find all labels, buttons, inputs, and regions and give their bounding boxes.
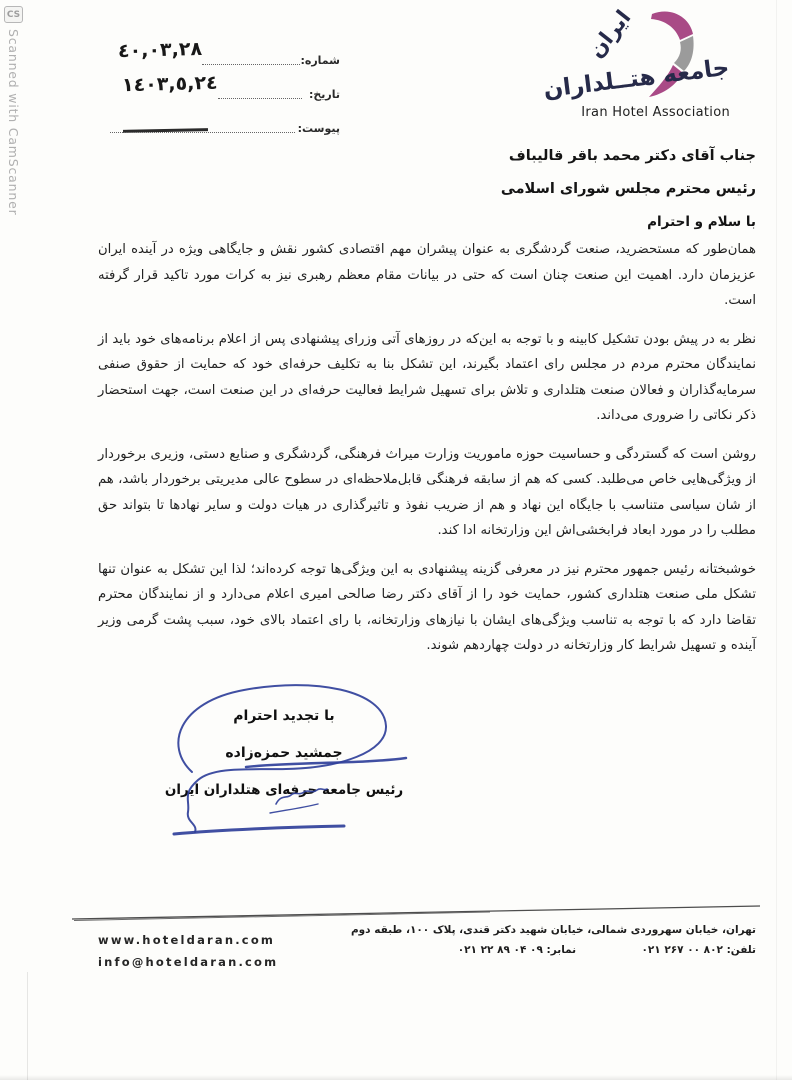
letter-meta-fields — [55, 37, 340, 144]
paragraph-1: همان‌طور که مستحضرید، صنعت گردشگری به عنوان پیشران مهم اقتصادی کشور نقش و جایگاهی ویژه در آینده ایران عزیزمان دارد. اهمیت این صنعت چنان است که حتی در بیانات مقام معظم رهبری نیز به کرات مورد تاکید قرار گرفته است. — [98, 242, 756, 308]
footer-website: www.hoteldaran.com — [98, 933, 276, 947]
field-date-label: تاریخ: — [308, 88, 340, 101]
association-logo — [542, 5, 764, 126]
dotted-line — [202, 64, 300, 65]
signatory-name: جمشید حمزه‌زاده — [225, 745, 343, 761]
field-number-label: شماره: — [300, 54, 340, 67]
field-attachment-label: پیوست: — [297, 122, 340, 135]
recipient-title: رئیس محترم مجلس شورای اسلامی — [500, 181, 756, 197]
field-attachment — [55, 110, 340, 144]
footer-email: info@hoteldaran.com — [98, 955, 279, 969]
letter-number-handwritten — [118, 38, 203, 62]
letter-date-value: ١٤٠٣,٥,٢٤ — [122, 71, 219, 97]
field-number — [55, 37, 340, 76]
footer-contact-en — [98, 929, 278, 973]
salutation: با سلام و احترام — [647, 214, 756, 230]
paragraph-2: نظر به در پیش بودن تشکیل کابینه و با توجه به این‌که در روزهای آتی وزرای پیشنهادی پس از اعلام برنامه‌های خود باید از نمایندگان محترم مردم در مجلس رای اعتماد بگیرند، این تشکل بنا به تکلیف حرفه‌ای خود که حمایت از حقوق صنفی سرمایه‌گذاران و فعالان صنعت هتلداری و تلاش برای تسهیل شرایط فعالیت حرفه‌ای در این صنعت است، جهت استحضار ذکر نکاتی را ضروری می‌داند. — [98, 331, 756, 423]
fax-number: ۰۲۱ ۲۲ ۸۹ ۰۴ ۰۹ — [457, 944, 543, 956]
letter-date-handwritten — [122, 72, 218, 96]
logo-calligraphy-iran: ایران — [583, 5, 636, 63]
camscanner-logo-badge: CS — [4, 6, 23, 23]
dotted-line — [110, 132, 295, 133]
signature-block — [158, 698, 410, 809]
signatory-title: رئیس جامعه حرفه‌ای هتلداران ایران — [164, 782, 404, 798]
footer-phone-fax — [351, 940, 756, 960]
camscanner-watermark-text: Scanned with CamScanner — [6, 29, 21, 216]
recipient-block — [501, 140, 756, 239]
scan-edge-right — [776, 0, 777, 1080]
letter-number-value: ٤٠,٠٣,٢٨ — [117, 37, 203, 63]
logo-calligraphy-main: جامعه هتــلداران — [542, 54, 731, 104]
camscanner-watermark — [4, 6, 28, 216]
scan-edge-left — [27, 972, 28, 1080]
paragraph-4: خوشبختانه رئیس جمهور محترم نیز در معرفی گزینه پیشنهادی به این ویژگی‌ها توجه کرده‌اند؛ لذا این تشکل به عنوان تنها تشکل ملی صنعت هتلداری کشور، حمایت خود را از آقای دکتر رضا صالحی امیری اعلام می‌دارد و از نمایندگان محترم تقاضا دارد که با توجه به تناسب ویژگی‌های ایشان با نیازهای وزارتخانه، با رای اعتماد بالای خود، سبب پشت گرمی وزیر آینده و تسهیل شرایط کار وزارتخانه در دولت چهاردهم شوند. — [98, 561, 756, 653]
logo-subtitle: Iran Hotel Association — [581, 105, 730, 120]
fax-label: نمابر: — [546, 944, 577, 956]
letter-body — [98, 237, 756, 672]
phone-number: ۰۲۱ ۲۶۷ ۰۰ ۸۰۲ — [641, 944, 723, 956]
footer-address: تهران، خیابان سهروردی شمالی، خیابان شهید دکتر قندی، پلاک ۱۰۰، طبقه دوم — [350, 924, 756, 936]
field-date — [55, 71, 340, 110]
paragraph-3: روشن است که گستردگی و حساسیت حوزه ماموریت وزارت میراث فرهنگی، گردشگری و صنایع دستی، وزیری برخوردار از ویژگی‌هایی خاص می‌طلبد. کسی که هم از سابقه فرهنگی قابل‌ملاحظه‌ای در سطوح عالی مدیریتی برخوردار باشد، هم از شان سیاسی متناسب با جایگاه این نهاد و هم از ضریب نفوذ و تاثیرگذاری در هیات دولت و سایر نهادها تا بتواند حق مطلب را در مورد ابعاد فرابخشی‌اش این وزارتخانه ادا کند. — [98, 446, 756, 538]
dotted-line — [218, 98, 302, 99]
signature-respect-line: با تجدید احترام — [233, 708, 335, 724]
scan-edge-bottom — [0, 1075, 792, 1080]
signature-underline-stroke — [174, 826, 344, 834]
footer-contact-fa — [351, 920, 756, 960]
recipient-name: جناب آقای دکتر محمد باقر قالیباف — [508, 148, 756, 164]
phone-label: تلفن: — [726, 944, 756, 956]
